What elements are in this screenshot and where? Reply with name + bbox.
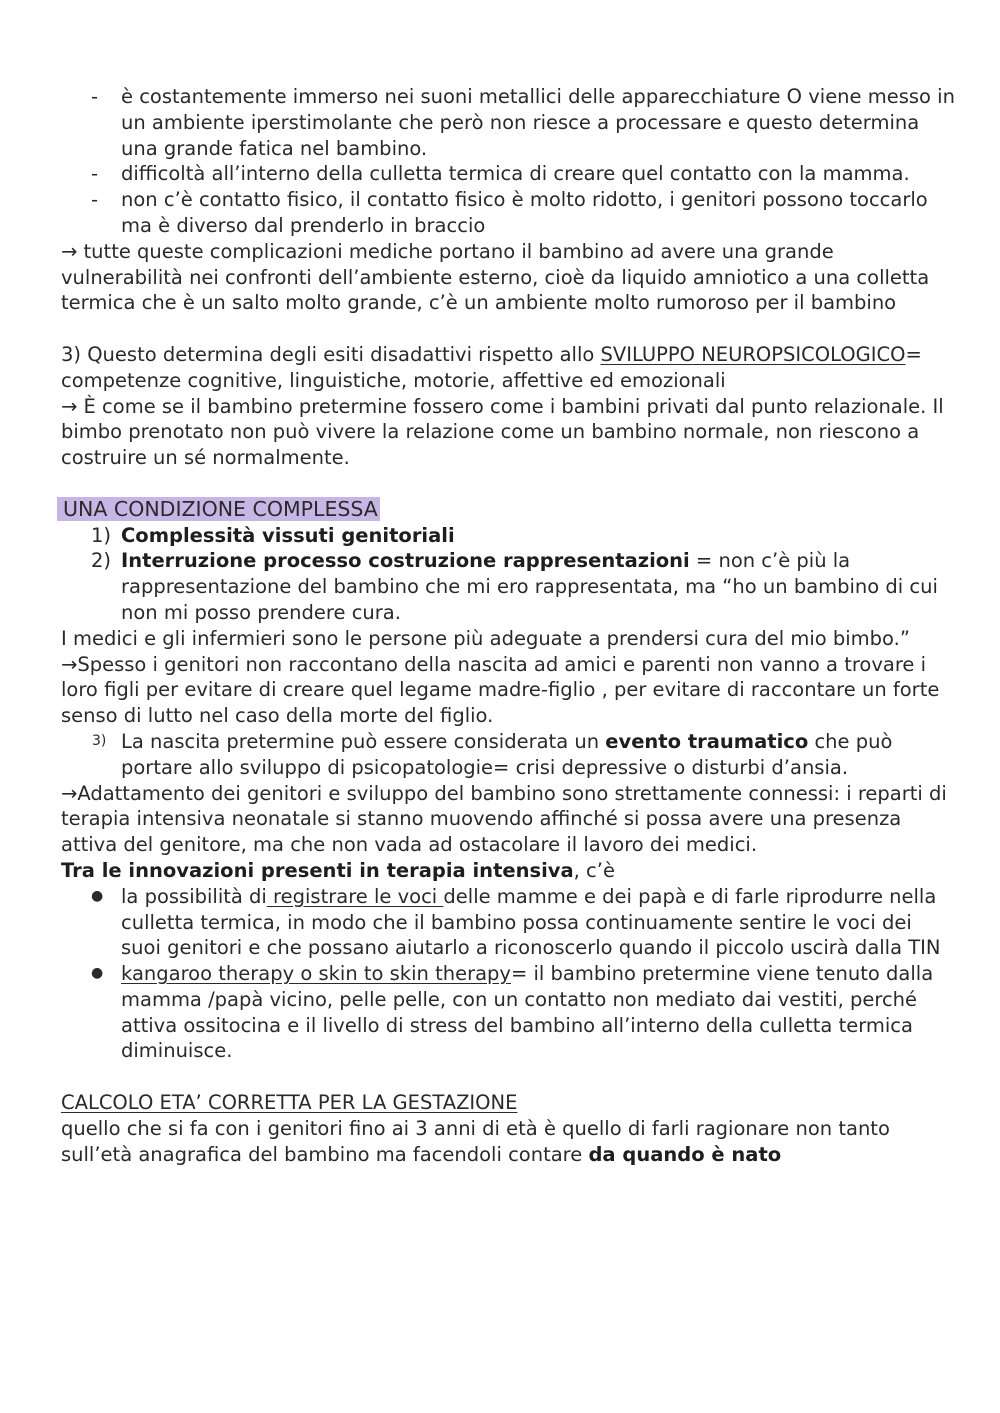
paragraph-vulnerability: → tutte queste complicazioni mediche portano il bambino ad avere una grande vulnerabilità nei confronti dell’ambiente esterno, cioè da liquido amniotico a una colletta termica che è un salto molto grande, c’è un ambiente molto rumoroso per il bambino: [61, 239, 930, 315]
spacer: [61, 316, 956, 342]
list-item: ● la possibilità di registrare le voci delle mamme e dei papà e di farle riprodurre nella culletta termica, in modo che il bambino possa continuamente sentire le voci dei suoi genitori e che possano aiutarlo a riconoscerlo quando il piccolo uscirà dalla TIN: [91, 884, 941, 960]
complications-list: [61, 84, 956, 239]
paragraph-calcolo: quello che si fa con i genitori fino ai 3 anni di età è quello di farli ragionare non tanto sull’età anagrafica del bambino ma facendoli contare da quando è nato: [61, 1116, 890, 1166]
list-item: 2) Interruzione processo costruzione rappresentazioni = non c’è più la rappresentazione del bambino che mi ero rappresentata, ma “ho un bambino di cui non mi posso prendere cura.: [91, 549, 938, 624]
spacer: [61, 1064, 956, 1090]
numbered-list: [61, 523, 956, 626]
underlined-term: kangaroo therapy o skin to skin therapy: [121, 962, 511, 986]
paragraph-spesso: →Spesso i genitori non raccontano della nascita ad amici e parenti non vanno a trovare i loro figli per evitare di creare quel legame madre-figlio , per evitare di raccontare un forte senso di lutto nel caso della morte del figlio.: [61, 652, 940, 728]
numbered-list-continued: [61, 729, 956, 781]
document-page: [61, 84, 956, 1167]
highlighted-heading: UNA CONDIZIONE COMPLESSA: [57, 497, 380, 521]
paragraph-neuro: 3) Questo determina degli esiti disadattivi rispetto allo SVILUPPO NEUROPSICOLOGICO= competenze cognitive, linguistiche, motorie, affettive ed emozionali: [61, 342, 922, 392]
list-item: - è costantemente immerso nei suoni metallici delle apparecchiature O viene messo in un ambiente iperstimolante che però non riesce a processare e questo determina una grande fatica nel bambino.: [91, 85, 955, 160]
list-item: ● kangaroo therapy o skin to skin therapy= il bambino pretermine viene tenuto dalla mamma /papà vicino, pelle pelle, con un contatto non mediato dai vestiti, perché attiva ossitocina e il livello di stress del bambino all’interno della culletta termica diminuisce.: [91, 962, 934, 1063]
paragraph-innovazioni: Tra le innovazioni presenti in terapia intensiva, c’è: [61, 858, 615, 882]
paragraph-adattamento: →Adattamento dei genitori e sviluppo del bambino sono strettamente connessi: i reparti di terapia intensiva neonatale si stanno muovendo affinché si possa avere una presenza attiva del genitore, ma che non vada ad ostacolare il lavoro dei medici.: [61, 781, 947, 857]
paragraph-medici: I medici e gli infermieri sono le persone più adeguate a prendersi cura del mio bimbo.”: [61, 626, 910, 650]
section-heading-calcolo: CALCOLO ETA’ CORRETTA PER LA GESTAZIONE: [61, 1091, 518, 1115]
underlined-term: registrare le voci: [266, 884, 444, 908]
paragraph-relational: → È come se il bambino pretermine fossero come i bambini privati dal punto relazionale. Il bimbo prenotato non può vivere la relazione come un bambino normale, non riescono a costruire un sé normalmente.: [61, 394, 944, 470]
list-item: 3) La nascita pretermine può essere considerata un evento traumatico che può portare allo sviluppo di psicopatologie= crisi depressive o disturbi d’ansia.: [92, 729, 893, 779]
list-item: - difficoltà all’interno della culletta termica di creare quel contatto con la mamma.: [91, 162, 910, 186]
section-heading-complex: [61, 497, 956, 523]
list-item: - non c’è contatto fisico, il contatto fisico è molto ridotto, i genitori possono toccarlo ma è diverso dal prenderlo in braccio: [91, 188, 928, 237]
list-item: 1) Complessità vissuti genitoriali: [91, 523, 455, 547]
spacer: [61, 471, 956, 497]
underlined-term: SVILUPPO NEUROPSICOLOGICO: [600, 342, 906, 366]
innovations-list: [61, 884, 956, 1065]
